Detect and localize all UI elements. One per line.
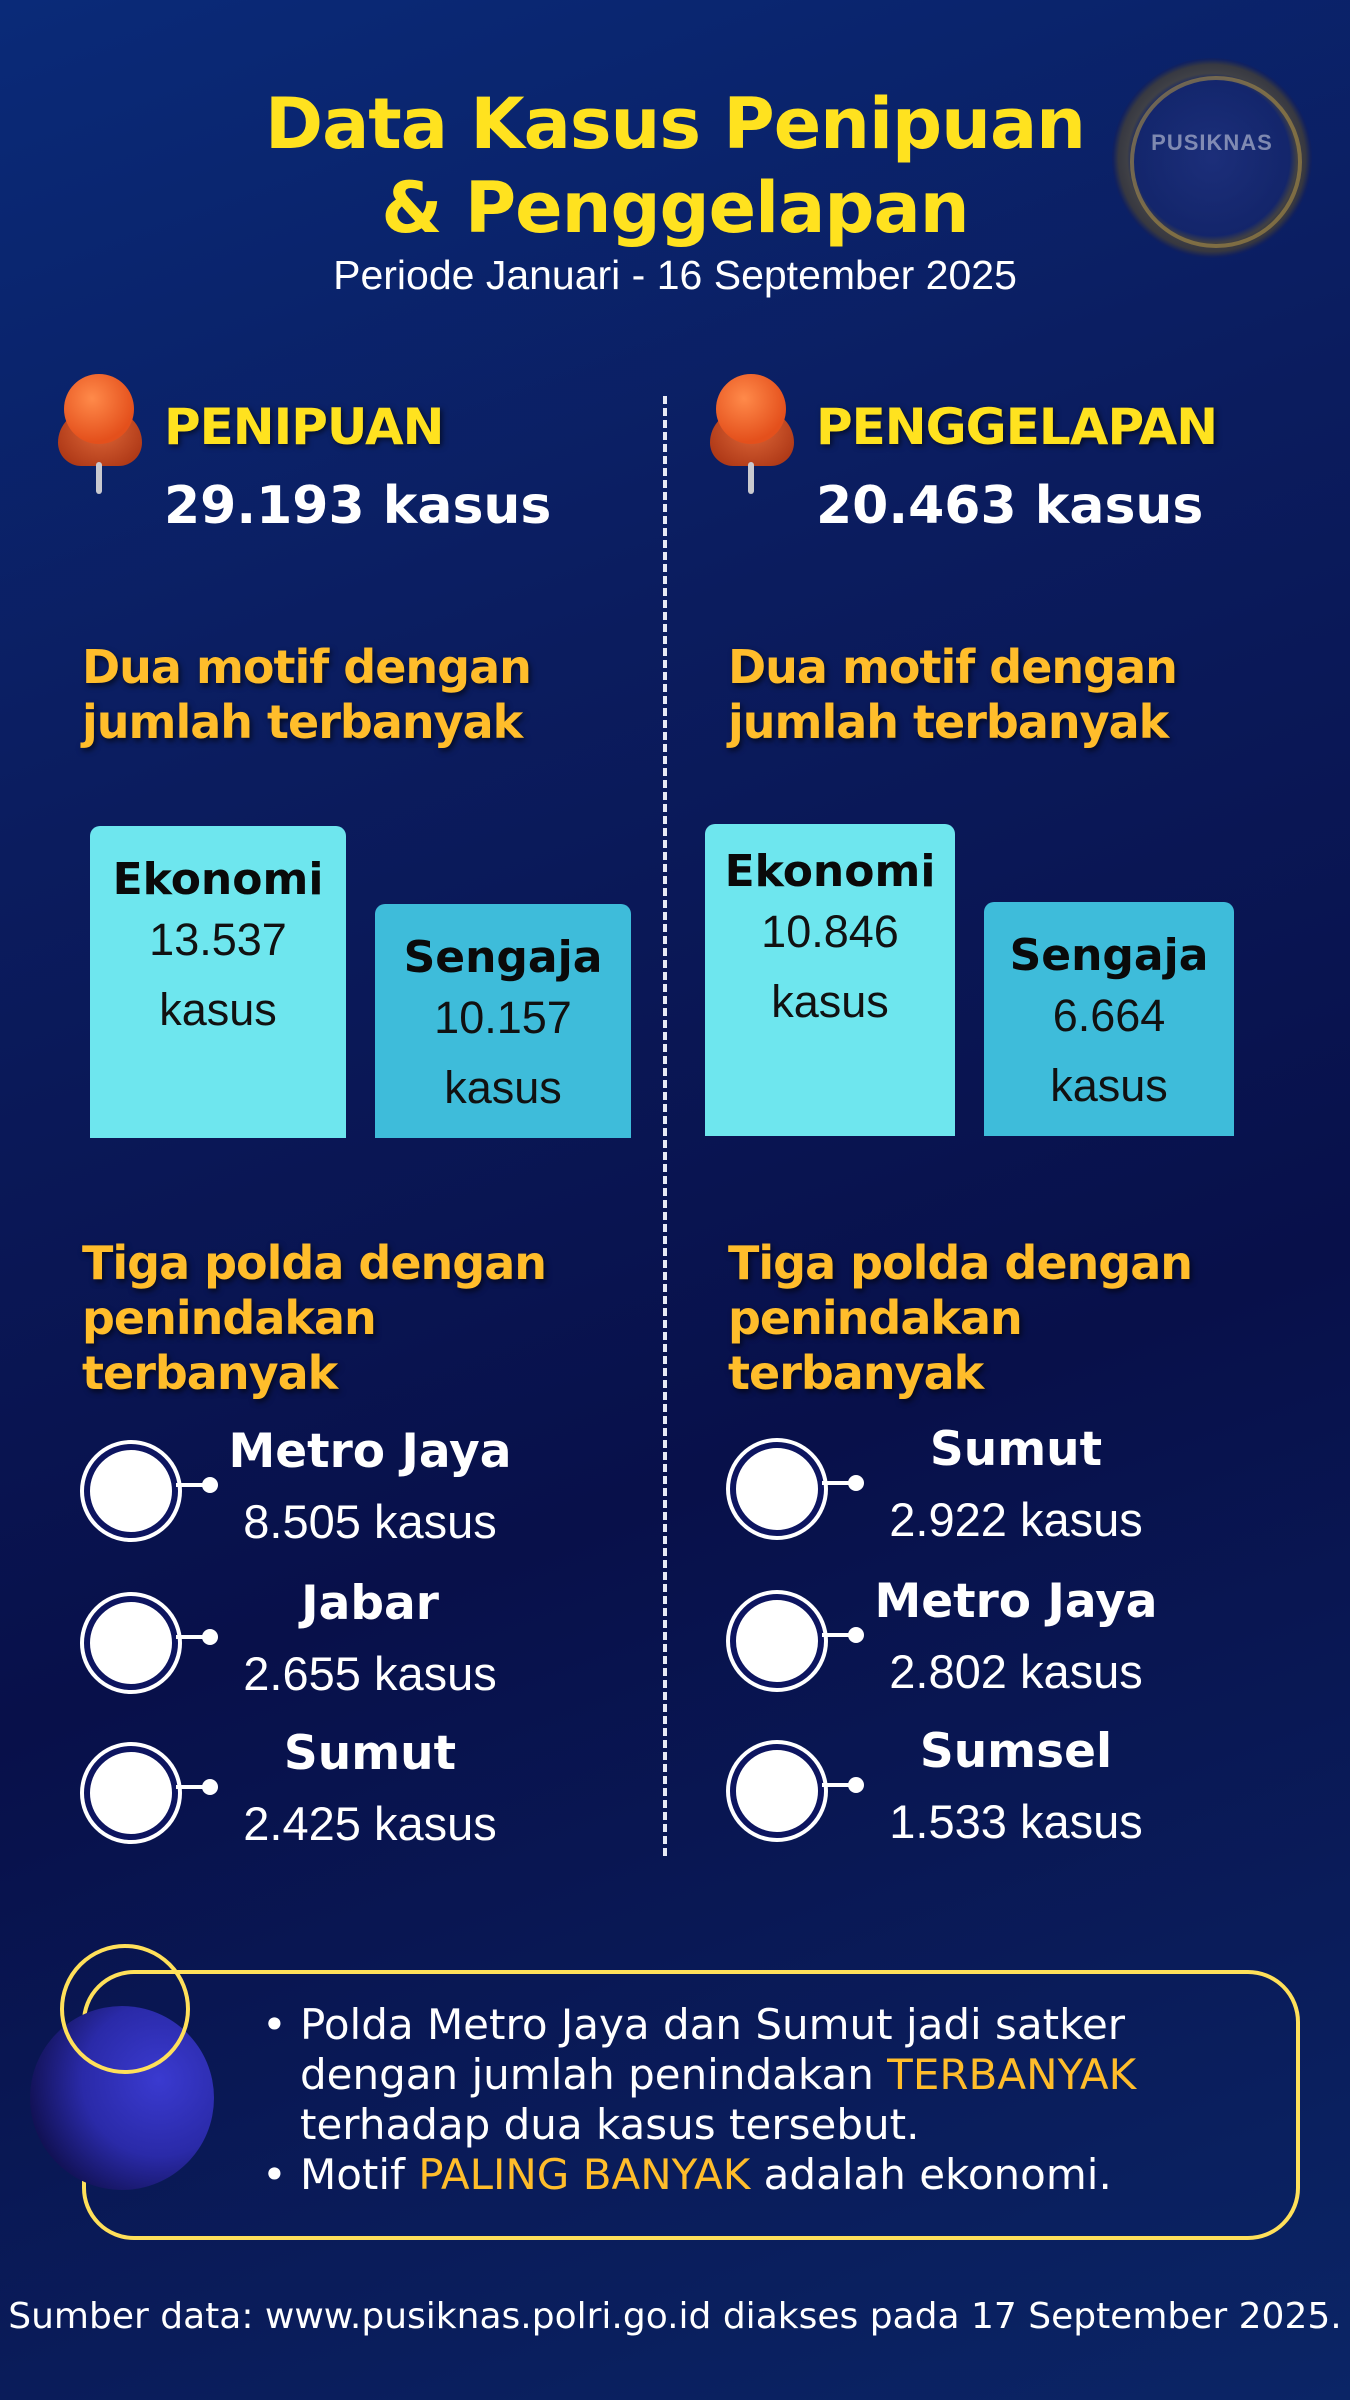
bar-value: 6.664 (1052, 990, 1166, 1041)
bar-penipuan-sengaja (375, 904, 631, 1138)
logo-ring (1130, 76, 1302, 248)
polda-value: 8.505 kasus (243, 1495, 497, 1548)
bar-label: Ekonomi (112, 854, 324, 905)
rank-circle (730, 1442, 824, 1536)
polda-name: Jabar (301, 1576, 439, 1631)
rank-circle (84, 1596, 178, 1690)
category-label-penggelapan: PENGGELAPAN (816, 398, 1218, 456)
bar-value: 13.537 (149, 914, 287, 965)
rank-circle (84, 1746, 178, 1840)
category-label-penipuan: PENIPUAN (164, 398, 444, 456)
pushpin-icon (710, 374, 794, 494)
polda-value: 2.425 kasus (243, 1797, 497, 1850)
polda-name: Metro Jaya (874, 1574, 1158, 1629)
bar-penggelapan-ekonomi (705, 824, 955, 1136)
bar-value: 10.846 (761, 906, 899, 957)
category-total-penggelapan: 20.463 kasus (816, 476, 1204, 536)
polda-name: Sumsel (919, 1724, 1113, 1779)
bar-label: Sengaja (1009, 930, 1209, 981)
title-line-1: Data Kasus Penipuan (264, 83, 1086, 165)
polda-value: 2.922 kasus (889, 1493, 1143, 1546)
polda-name: Sumut (283, 1726, 457, 1781)
bar-unit: kasus (1050, 1060, 1168, 1111)
decorative-ring (60, 1944, 190, 2074)
rank-circle (730, 1594, 824, 1688)
source-credit: Sumber data: www.pusiknas.polri.go.id diakses pada 17 September 2025. (8, 2296, 1342, 2337)
bar-penggelapan-sengaja (984, 902, 1234, 1136)
logo-text: PUSIKNAS (1151, 130, 1273, 155)
rank-dot (848, 1777, 864, 1793)
bar-label: Ekonomi (724, 846, 936, 897)
rank-dot (848, 1475, 864, 1491)
bar-unit: kasus (444, 1062, 562, 1113)
polda-name: Metro Jaya (228, 1424, 512, 1479)
polda-value: 2.802 kasus (889, 1645, 1143, 1698)
polda-name: Sumut (929, 1422, 1103, 1477)
bar-value: 10.157 (434, 992, 572, 1043)
polda-value: 1.533 kasus (889, 1795, 1143, 1848)
polda-value: 2.655 kasus (243, 1647, 497, 1700)
bar-unit: kasus (159, 984, 277, 1035)
title-line-2: & Penggelapan (381, 167, 969, 249)
polda-heading-right: Tiga polda dengan penindakan terbanyak (728, 1236, 1193, 1400)
summary-item: • Polda Metro Jaya dan Sumut jadi satker dengan jumlah penindakan TERBANYAK terhadap dua kasus tersebut. (260, 2000, 1260, 2150)
rank-circle (84, 1444, 178, 1538)
column-divider (663, 396, 667, 1856)
category-total-penipuan: 29.193 kasus (164, 476, 552, 536)
motif-heading-left: Dua motif dengan jumlah terbanyak (82, 640, 531, 749)
bar-label: Sengaja (403, 932, 603, 983)
rank-dot (202, 1779, 218, 1795)
pushpin-icon (58, 374, 142, 494)
period-subtitle: Periode Januari - 16 September 2025 (333, 252, 1017, 298)
rank-dot (202, 1477, 218, 1493)
bar-penipuan-ekonomi (90, 826, 346, 1138)
rank-dot (202, 1629, 218, 1645)
rank-circle (730, 1744, 824, 1838)
bar-unit: kasus (771, 976, 889, 1027)
summary-list (260, 2000, 1260, 2200)
rank-dot (848, 1627, 864, 1643)
motif-heading-right: Dua motif dengan jumlah terbanyak (728, 640, 1177, 749)
polda-heading-left: Tiga polda dengan penindakan terbanyak (82, 1236, 547, 1400)
summary-item: • Motif PALING BANYAK adalah ekonomi. (260, 2150, 1260, 2200)
